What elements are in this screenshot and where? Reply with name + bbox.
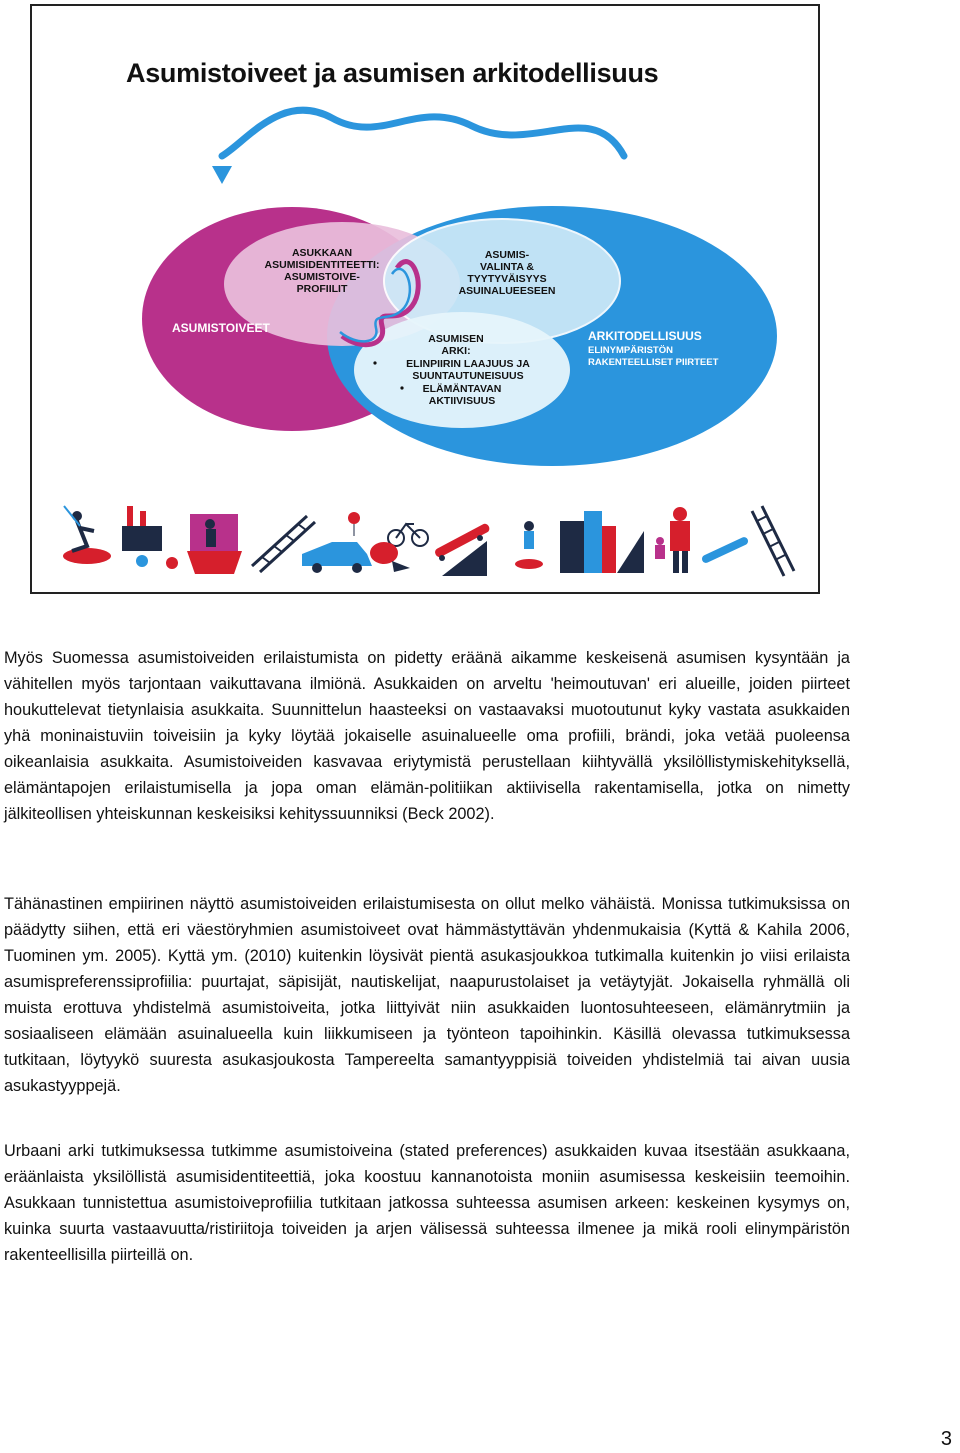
kitesurfer-icon	[63, 506, 111, 564]
car-icon	[302, 542, 372, 573]
svg-text:ASUKKAAN: ASUKKAAN	[291, 247, 353, 259]
svg-text:ASUMISIDENTITEETTI:: ASUMISIDENTITEETTI:	[264, 259, 380, 271]
sun-icon	[136, 555, 178, 569]
venn-diagram	[32, 6, 818, 592]
svg-text:ELINPIIRIN LAAJUUS JA: ELINPIIRIN LAAJUUS JA	[406, 358, 530, 370]
ladder-icon-2	[752, 506, 794, 576]
svg-text:ELÄMÄNTAVAN: ELÄMÄNTAVAN	[422, 383, 502, 395]
bicycle-icon	[388, 524, 428, 546]
skateboard-icon-2	[701, 536, 750, 564]
bird-icon	[370, 542, 410, 572]
svg-text:TYYTYVÄISYYS: TYYTYVÄISYYS	[467, 273, 547, 285]
svg-text:RAKENTEELLISET PIIRTEET: RAKENTEELLISET PIIRTEET	[588, 357, 719, 368]
paragraph-3: Urbaani arki tutkimuksessa tutkimme asumistoiveina (stated preferences) asukkaiden kuvaa itsestään asukkaana, eräänlaista yksilöllistä asumisidentiteettiä, joka koostuu kannanotoista moniin asumisessa keskeisiin teemoihin. Asukkaan tunnistettua asumistoiveprofiilia tutkitaan jatkossa suhteessa asumisen arkeen: keskeinen kysymys on, kuinka suurta vastaavuutta/ristiriitoja toiveiden ja arjen välisessä suhteessa ilmenee ja mikä rooli elinympäristön rakenteellisilla piirteillä on.	[4, 1142, 850, 1264]
svg-text:ASUMISTOIVE-: ASUMISTOIVE-	[284, 271, 360, 283]
family-icon	[655, 507, 690, 573]
svg-text:ARKI:: ARKI:	[441, 345, 471, 357]
svg-text:SUUNTAUTUNEISUUS: SUUNTAUTUNEISUUS	[412, 370, 524, 382]
paragraph-1: Myös Suomessa asumistoiveiden erilaistumista on pidetty eräänä aikamme keskeisenä asumisen kysyntään ja vähitellen myös tarjontaan vaikuttavana ilmiönä. Asukkaiden on arveltu 'heimoutuvan' eri alueille, joiden piirteet houkuttelevat tietynlaisia asukkaita. Suunnittelun haasteeksi on vastaavaksi muotoutunut kyky vastata asukkaiden yhä moninaistuviin toiveisiin ja kyky löytää jokaiselle asuinalueelle oma profiili, brändi, joka vetää puoleensa oikeanlaisia asukkaita. Asumistoiveiden kasvavaa eriytymistä perustellaan kiihtyvällä yksilöllistymiskehityksellä, elämäntapojen erilaistumisella ja jopa oman elämän-politiikan aktiivisella rakentamisella, jotka on nimetty jälkiteollisen yhteiskunnan keskeisiksi kehityssuunniksi (Beck 2002).	[4, 649, 850, 823]
page-number: 3	[940, 1428, 952, 1450]
slide-figure	[30, 4, 820, 594]
feedback-arrow	[222, 110, 624, 156]
svg-text:PROFIILIT: PROFIILIT	[296, 283, 348, 295]
svg-text:VALINTA &: VALINTA &	[479, 261, 535, 273]
slide-title: Asumistoiveet ja asumisen arkitodellisuus	[126, 58, 659, 88]
balloon-icon	[348, 512, 360, 536]
svg-text:ASUMISEN: ASUMISEN	[428, 333, 484, 345]
svg-text:ARKITODELLISUUS: ARKITODELLISUUS	[588, 329, 702, 343]
icon-strip	[63, 506, 794, 576]
svg-text:AKTIIVISUUS: AKTIIVISUUS	[428, 395, 496, 407]
hiker-icon	[515, 521, 543, 569]
feedback-arrowhead	[212, 166, 232, 184]
svg-text:ELINYMPÄRISTÖN: ELINYMPÄRISTÖN	[588, 345, 673, 356]
svg-text:ASUMIS-: ASUMIS-	[484, 249, 530, 261]
fisher-boat-icon	[187, 514, 242, 574]
factory-icon	[122, 506, 162, 551]
paragraph-2: Tähänastinen empiirinen näyttö asumistoiveiden erilaistumisesta on ollut melko vähäistä. Monissa tutkimuksissa on päädytty siihen, että eri väestöryhmien asumistoiveet ovat hämmästyttävän yhdenmukaisia (Kyttä & Kahila 2006, Tuominen ym. 2005). Kyttä ym. (2010) kuitenkin löysivät pientä asukasjoukkoa tutkimalla kuitenkin jo viisi erilaista asumispreferenssiprofiilia: puurtajat, säpisijät, nautiskelijat, naapurustolaiset ja vetäytyjät. Jokaisella ryhmällä oli muista erottuva yhdistelmä asumistoiveita, jotka liittyivät niin asukkaiden luontosuhteeseen, elämänrytmiin ja sosiaaliseen elämään asuinalueella kuin liikkumiseen ja työnteon tapoihinkin. Käsillä olevassa tutkimuksessa tutkitaan, löytyykö suuresta asukasjoukosta Tampereelta samantyyppisiä toiveiden yhdistelmiä tai aivan uusia asukastyyppejä.	[4, 895, 850, 1095]
wishes-label: ASUMISTOIVEET	[172, 321, 270, 335]
buildings-icon	[560, 511, 644, 573]
svg-text:ASUINALUEESEEN: ASUINALUEESEEN	[458, 285, 556, 297]
